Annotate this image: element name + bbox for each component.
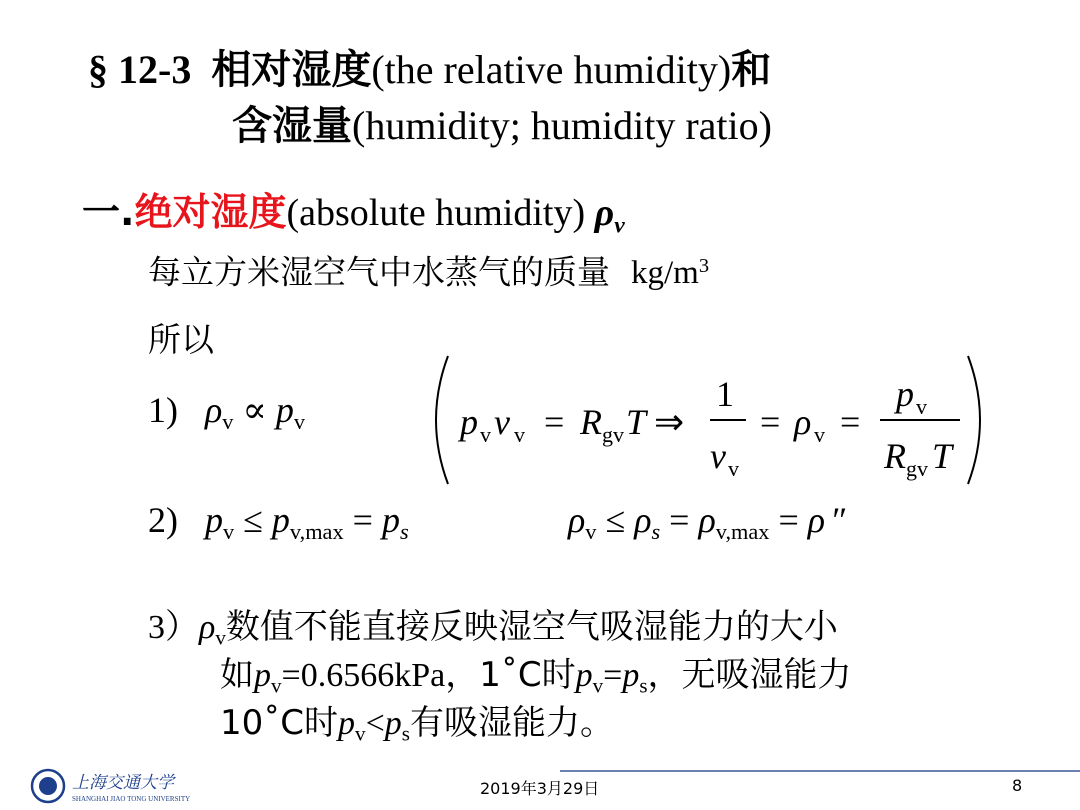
sjtu-logo-icon	[30, 766, 230, 806]
svg-text:ρ: ρ	[794, 402, 812, 442]
svg-text:T: T	[932, 436, 953, 476]
svg-text:v: v	[728, 456, 739, 481]
slide-title-line2	[232, 100, 772, 152]
title-cn-relative-humidity: 相对湿度	[211, 47, 372, 93]
point3-line1: $3)\rho_v$数值不能直接反映湿空气吸湿能力的大小	[148, 607, 838, 650]
section-marker: 一.	[82, 190, 135, 234]
section-heading-absolute-humidity	[82, 188, 625, 250]
footer-divider	[560, 770, 1080, 772]
university-logo	[30, 766, 230, 810]
rho-symbol: $\rho_v$	[594, 192, 625, 239]
svg-text:gv: gv	[906, 456, 928, 481]
heading-en-absolute-humidity: (absolute humidity)	[286, 192, 586, 234]
svg-text:R: R	[580, 402, 602, 442]
therefore-label: 所以	[148, 320, 214, 359]
svg-text:=: =	[544, 402, 565, 442]
svg-text:1: 1	[716, 374, 734, 414]
derivation-svg	[420, 350, 1000, 490]
heading-cn-absolute-humidity: 绝对湿度	[134, 190, 287, 234]
svg-text:SHANGHAI JIAO TONG UNIVERSITY: SHANGHAI JIAO TONG UNIVERSITY	[72, 795, 191, 803]
footer-date: 2019年3月29日	[480, 779, 600, 798]
svg-text:v: v	[480, 422, 491, 447]
equation-2-right: $\rho_v \le \rho_s = \rho_{v,max} = \rho$ ″	[568, 500, 848, 545]
svg-text:v: v	[814, 422, 825, 447]
svg-text:p: p	[896, 374, 914, 414]
point3-line2: 如$p_v=0.6566kPa$，1˚C时$p_v=p_s$，无吸湿能力	[220, 655, 852, 698]
svg-text:v: v	[710, 436, 726, 476]
svg-text:v: v	[494, 402, 510, 442]
svg-text:T: T	[626, 402, 647, 442]
section-number: § 12-3	[88, 47, 192, 92]
svg-text:⇒: ⇒	[654, 402, 685, 442]
svg-text:=: =	[760, 402, 781, 442]
page-number: 8	[1012, 776, 1023, 795]
equation-1-derivation	[420, 350, 1000, 495]
title-and: 和	[731, 47, 772, 93]
title-en-relative-humidity: (the relative humidity)	[371, 47, 732, 92]
svg-text:p: p	[460, 402, 478, 442]
equation-2-left: 2) $p_v \le p_{v,max} = p_s$	[148, 500, 409, 545]
equation-1-left: 1) $\rho_v \propto p_v$	[148, 390, 305, 435]
svg-text:v: v	[916, 394, 927, 419]
definition-cn: 每立方米湿空气中水蒸气的质量	[148, 252, 610, 292]
svg-text:上海交通大学: 上海交通大学	[72, 773, 174, 793]
eq2-label: 2)	[148, 500, 178, 540]
title-cn-humidity-ratio: 含湿量	[232, 103, 352, 149]
svg-text:v: v	[514, 422, 525, 447]
point3-line3: 10˚C时$p_v<p_s$有吸湿能力。	[220, 703, 614, 746]
svg-text:gv: gv	[602, 422, 624, 447]
slide-title-line1	[88, 44, 771, 96]
pressure-value: =0.6566kPa	[281, 657, 446, 694]
svg-text:=: =	[840, 402, 861, 442]
eq1-label: 1)	[148, 390, 178, 430]
definition-unit: $kg/m^3$	[630, 255, 710, 292]
title-en-humidity-ratio: (humidity; humidity ratio)	[352, 103, 772, 148]
point3-text1: 数值不能直接反映湿空气吸湿能力的大小	[225, 607, 838, 647]
definition-text	[148, 244, 709, 295]
svg-text:R: R	[884, 436, 906, 476]
eq3-label: 3）	[148, 609, 199, 646]
